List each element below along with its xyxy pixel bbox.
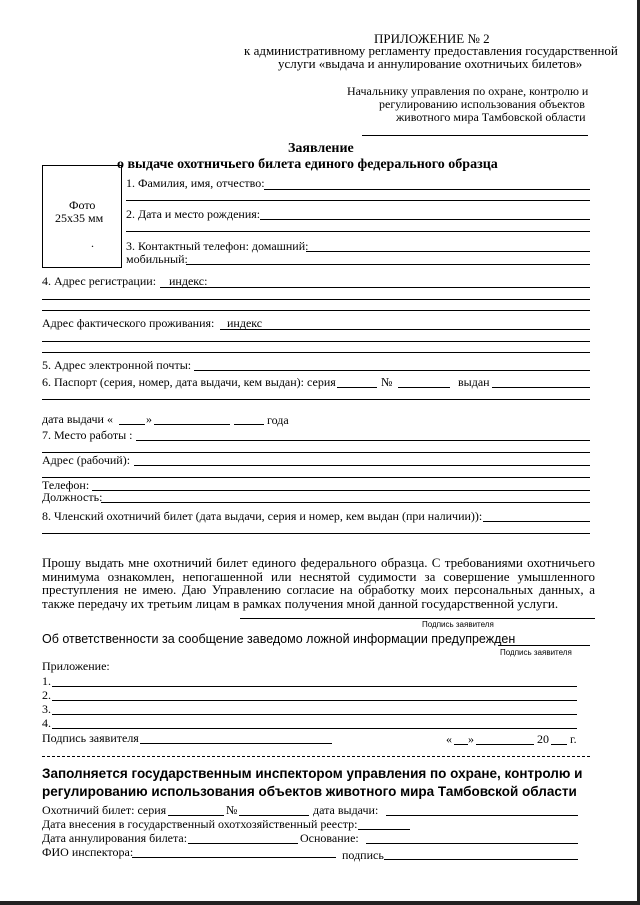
photo-dot: . [91, 236, 94, 250]
inspector-name-label: ФИО инспектора: [42, 845, 134, 859]
field-registration-line-3[interactable] [42, 310, 590, 311]
inspector-ticket-number-line[interactable] [239, 815, 309, 816]
inspector-reason-line[interactable] [366, 843, 578, 844]
field-actual-address-line[interactable] [220, 329, 590, 330]
addressee-name-line [362, 135, 588, 136]
inspector-ticket-series-label: Охотничий билет: серия [42, 803, 167, 817]
field-birth-line[interactable] [260, 219, 590, 220]
inspector-ticket-date-label: дата выдачи: [313, 803, 379, 817]
field-position-label: Должность: [42, 490, 103, 504]
attachment-3-label: 3. [42, 702, 51, 716]
request-paragraph: Прошу выдать мне охотничий билет единого федерального образца. С требованиями охотничьего минимума ознакомлен, непогашенной или неснятой судимости за совершение умышленного преступления не имею. Даю Управлению согласие на обработку моих персональных данных, а также передачу их третьим лицам в рамках получения мной данной государственной услуги. [42, 555, 595, 611]
inspector-signature-line[interactable] [384, 859, 578, 860]
date-close-quote: » [468, 732, 474, 746]
inspector-title-line-1: Заполняется государственным инспектором управления по охране, контролю и [42, 766, 583, 781]
field-home-phone-line[interactable] [306, 251, 590, 252]
field-birth-label: 2. Дата и место рождения: [126, 207, 261, 221]
field-phone-line[interactable] [92, 490, 590, 491]
attachment-1-label: 1. [42, 674, 51, 688]
date-month-line[interactable] [476, 744, 534, 745]
inspector-signature-label: подпись [342, 848, 384, 862]
request-signature-caption: Подпись заявителя [422, 620, 494, 629]
inspector-reason-label: Основание: [300, 831, 359, 845]
field-hunting-card-line[interactable] [483, 521, 590, 522]
photo-size: 25х35 мм [55, 211, 104, 225]
field-passport-line-2[interactable] [42, 399, 590, 400]
date-year-suffix: г. [570, 732, 577, 746]
field-passport-series-line[interactable] [337, 387, 377, 388]
date-year-line[interactable] [551, 744, 567, 745]
field-fio-line-2[interactable] [126, 200, 590, 201]
field-mobile-label: мобильный: [126, 252, 188, 266]
inspector-title-line-2: регулированию использования объектов животного мира Тамбовской области [42, 784, 577, 799]
field-issue-year-label: года [267, 413, 289, 427]
addressee-line-1: Начальнику управления по охране, контролю и [347, 84, 589, 98]
field-home-phone-label: 3. Контактный телефон: домашний: [126, 239, 309, 253]
field-phone-label: Телефон: [42, 478, 90, 492]
field-issue-day-line[interactable] [119, 424, 145, 425]
field-actual-address-line-2[interactable] [42, 341, 590, 342]
field-registration-line-2[interactable] [42, 299, 590, 300]
addressee-line-3: животного мира Тамбовской области [396, 110, 586, 124]
field-passport-issued-label: выдан [458, 375, 490, 389]
field-work-line[interactable] [136, 440, 590, 441]
field-fio-label: 1. Фамилия, имя, отчество: [126, 176, 265, 190]
inspector-ticket-series-line[interactable] [168, 815, 224, 816]
request-signature-line[interactable] [240, 618, 595, 619]
photo-label: Фото [69, 198, 96, 212]
responsibility-text: Об ответственности за сообщение заведомо ложной информации предупрежден [42, 632, 516, 646]
field-issue-date-close: » [146, 412, 152, 426]
attachment-2-line[interactable] [52, 700, 577, 701]
field-work-label: 7. Место работы : [42, 428, 133, 442]
responsibility-signature-caption: Подпись заявителя [500, 648, 572, 657]
field-registration-label: 4. Адрес регистрации: [42, 274, 157, 288]
field-birth-line-2[interactable] [126, 231, 590, 232]
field-fio-line[interactable] [264, 189, 590, 190]
field-registration-index: индекс: [169, 274, 208, 288]
field-email-line[interactable] [194, 370, 590, 371]
addressee-line-2: регулированию использования объектов [379, 97, 585, 111]
field-work-address-label: Адрес (рабочий): [42, 453, 131, 467]
attachments-label: Приложение: [42, 659, 110, 673]
form-subtitle: о выдаче охотничьего билета единого федерального образца [117, 157, 498, 172]
attachment-4-line[interactable] [52, 728, 577, 729]
appendix-number: ПРИЛОЖЕНИЕ № 2 [374, 31, 490, 46]
inspector-annul-line[interactable] [188, 843, 298, 844]
applicant-signature-line[interactable] [140, 743, 332, 744]
field-mobile-line[interactable] [186, 264, 590, 265]
field-passport-number-label: № [381, 375, 393, 389]
inspector-registry-line[interactable] [358, 829, 410, 830]
date-day-line[interactable] [454, 744, 468, 745]
inspector-registry-label: Дата внесения в государственный охотхозяйственный реестр: [42, 817, 358, 831]
field-actual-address-line-3[interactable] [42, 352, 590, 353]
form-title: Заявление [288, 141, 354, 156]
inspector-ticket-date-line[interactable] [386, 815, 578, 816]
attachment-2-label: 2. [42, 688, 51, 702]
date-open-quote: « [446, 732, 452, 746]
responsibility-signature-line[interactable] [498, 645, 590, 646]
inspector-ticket-number-label: № [226, 803, 238, 817]
field-registration-line[interactable] [160, 287, 590, 288]
regulation-line-2: услуги «выдача и аннулирование охотничьих билетов» [278, 56, 583, 71]
scan-edge-bottom [0, 901, 640, 905]
cut-line [42, 756, 590, 757]
field-issue-month-line[interactable] [154, 424, 230, 425]
field-email-label: 5. Адрес электронной почты: [42, 358, 192, 372]
attachment-3-line[interactable] [52, 714, 577, 715]
inspector-annul-label: Дата аннулирования билета: [42, 831, 188, 845]
field-position-line[interactable] [101, 502, 590, 503]
attachment-1-line[interactable] [52, 686, 577, 687]
date-year-prefix: 20 [537, 732, 549, 746]
photo-box [42, 165, 122, 268]
inspector-name-line[interactable] [132, 857, 336, 858]
regulation-line-1: к административному регламенту предоставления государственной [244, 43, 618, 58]
field-issue-year-line[interactable] [234, 424, 264, 425]
field-hunting-card-label: 8. Членский охотничий билет (дата выдачи, серия и номер, кем выдан (при наличии)): [42, 509, 483, 523]
field-passport-issued-line[interactable] [492, 387, 590, 388]
field-issue-date-label: дата выдачи « [42, 412, 113, 426]
attachment-4-label: 4. [42, 716, 51, 730]
field-passport-number-line[interactable] [398, 387, 450, 388]
field-actual-address-label: Адрес фактического проживания: [42, 316, 215, 330]
applicant-signature-label: Подпись заявителя [42, 731, 139, 745]
field-actual-address-index: индекс [227, 316, 263, 330]
field-work-address-line[interactable] [134, 465, 590, 466]
field-hunting-card-line-2[interactable] [42, 533, 590, 534]
field-work-address-line-2[interactable] [42, 477, 590, 478]
field-passport-label: 6. Паспорт (серия, номер, дата выдачи, кем выдан): серия [42, 375, 336, 389]
